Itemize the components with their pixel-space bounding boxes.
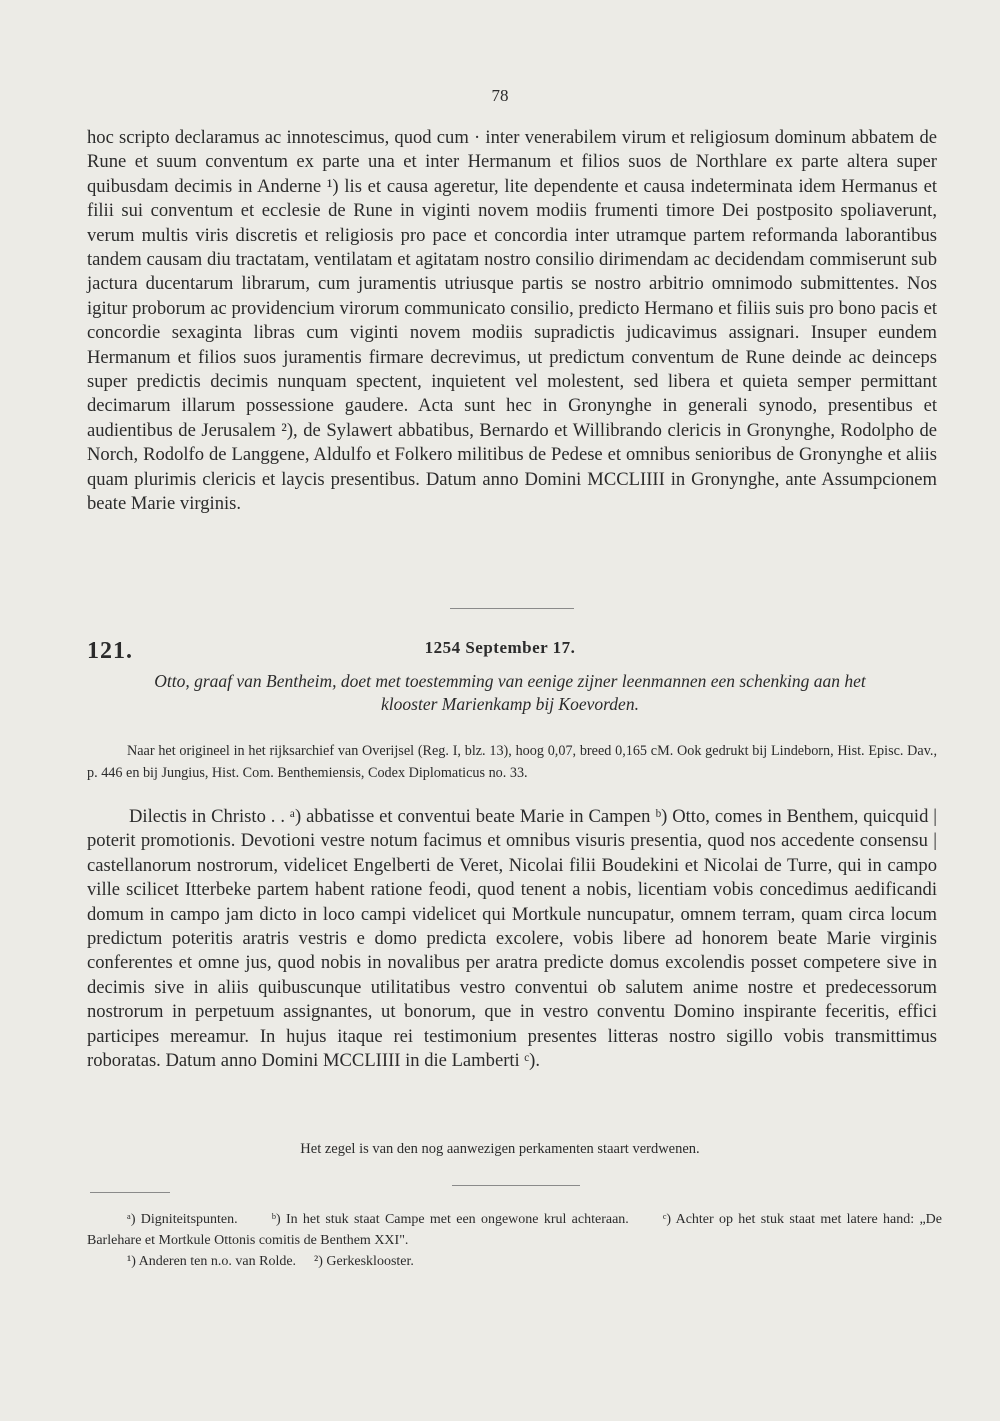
footnote-1: ¹) Anderen ten n.o. van Rolde.: [127, 1254, 297, 1269]
charter-text: Dilectis in Christo . . ᵃ) abbatisse et conventui beate Marie in Campen ᵇ) Otto, comes in Benthem, quicquid | poterit promotionis. Devotioni vestre notum facimus et omnibus visuris presentia, quod nos accedente consensu | castellanorum nostrorum, videlicet Engelberti de Veret, Nicolai filii Boudekini et Nicolai de Turre, qui in campo ville scilicet Itterbeke partem habent ratione feodi, quod tenent a nobis, licentiam vobis concedimus aedificandi domum in campo jam dicto in loco campi videlicet qui Mortkule nuncupatur, omnem terram, quam circa locum predictum poteritis aratris vestris e domo predicta excolere, vobis libere ad honorem beate Marie virginis conferentes et omne jus, quod nobis in novalibus per aratra predicte domus excolendis posset competere sive in decimis sive in aliis quibuscunque utilitatibus vestro conventui ob salutem anime nostre et predecessorum nostrorum in perpetuum assignantes, ut bonorum, que in vestro conventu Domino inspirante feceritis, effici participes mereamur. In hujus itaque rei testimonium presentes litteras nostro sigillo vobis transmittimus roboratas. Datum anno Domini MCCLIIII in die Lamberti ᶜ).: [87, 806, 937, 1072]
section-divider: [450, 608, 574, 609]
footnote-rule-left: [90, 1192, 170, 1193]
page-number: 78: [491, 86, 509, 105]
charter-source-note: Naar het origineel in het rijksarchief van Overijsel (Reg. I, blz. 13), hoog 0,07, breed 0,165 cM. Ook gedrukt bij Lindeborn, Hist. Episc. Dav., p. 446 en bij Jungius, Hist. Com. Benthemiensis, Codex Diplomaticus no. 33.: [87, 743, 937, 781]
charter-number: 121.: [87, 638, 133, 664]
footnote-b: ᵇ) In het stuk staat Campe met een ongewone krul achteraan.: [271, 1212, 629, 1227]
footnote-a: ᵃ) Digniteitspunten.: [127, 1212, 238, 1227]
footnote-c: ᶜ) Achter op het stuk staat met latere hand: „De Barlehare et Mortkule Ottonis comitis de Benthem XXI".: [87, 1212, 942, 1248]
footnote-2: ²) Gerkesklooster.: [314, 1254, 414, 1269]
seal-note: Het zegel is van den nog aanwezigen perkamenten staart verdwenen.: [300, 1141, 700, 1157]
footnote-rule-center: [452, 1185, 580, 1186]
footnote-numbers: [87, 1251, 942, 1272]
paragraph-previous-charter: hoc scripto declaramus ac innotescimus, quod cum · inter venerabilem virum et religiosum dominum abbatem de Rune et suum conventum ex parte una et inter Hermanum et filios suos de Northlare ex parte altera super quibusdam decimis in Anderne ¹) lis et causa ageretur, lite dependente et causa indeterminata idem Hermanus et filii sui conventum et ecclesie de Rune in viginti novem modiis frumenti timore Dei postposito spoliaverunt, verum multis viris discretis et religiosis pro pace et concordia inter utramque partem reformanda laborantibus tandem causam diu tractatam, ventilatam et agitatam nostro consilio dirimendam ac decidendam commiserunt sub jactura ducentarum librarum, cum juramentis utriusque partis se nostro arbitrio omnimodo submittentes. Nos igitur proborum ac providencium virorum communicato consilio, predicto Hermano et filiis suis pro bono pacis et concordie sexaginta libras cum viginti novem modiis supradictis judicavimus assignari. Insuper eundem Hermanum et filios suos juramentis firmare decrevimus, ut predictum conventum de Rune deinde ac deinceps super predictis decimis nunquam spectent, inquietent vel molestent, sed libera et quieta semper permittant decimarum illarum possessione gaudere. Acta sunt hec in Gronynghe in generali synodo, presentibus et audientibus de Jerusalem ²), de Sylawert abbatibus, Bernardo et Willibrando clericis in Gronynghe, Rodolpho de Norch, Rodolfo de Langgene, Aldulfo et Folkero militibus de Pedese et omnibus senioribus de Gronynghe et aliis quam plurimis clericis et laycis presentibus. Datum anno Domini MCCLIIII in Gronynghe, ante Assumpcionem beate Marie virginis.: [87, 127, 937, 515]
footnote-letters: [87, 1209, 942, 1251]
charter-date: 1254 September 17.: [424, 638, 576, 657]
footnotes: [87, 1209, 942, 1272]
charter-summary: Otto, graaf van Bentheim, doet met toestemming van eenige zijner leenmannen een schenking aan het klooster Marienkamp bij Koevorden.: [154, 671, 866, 714]
